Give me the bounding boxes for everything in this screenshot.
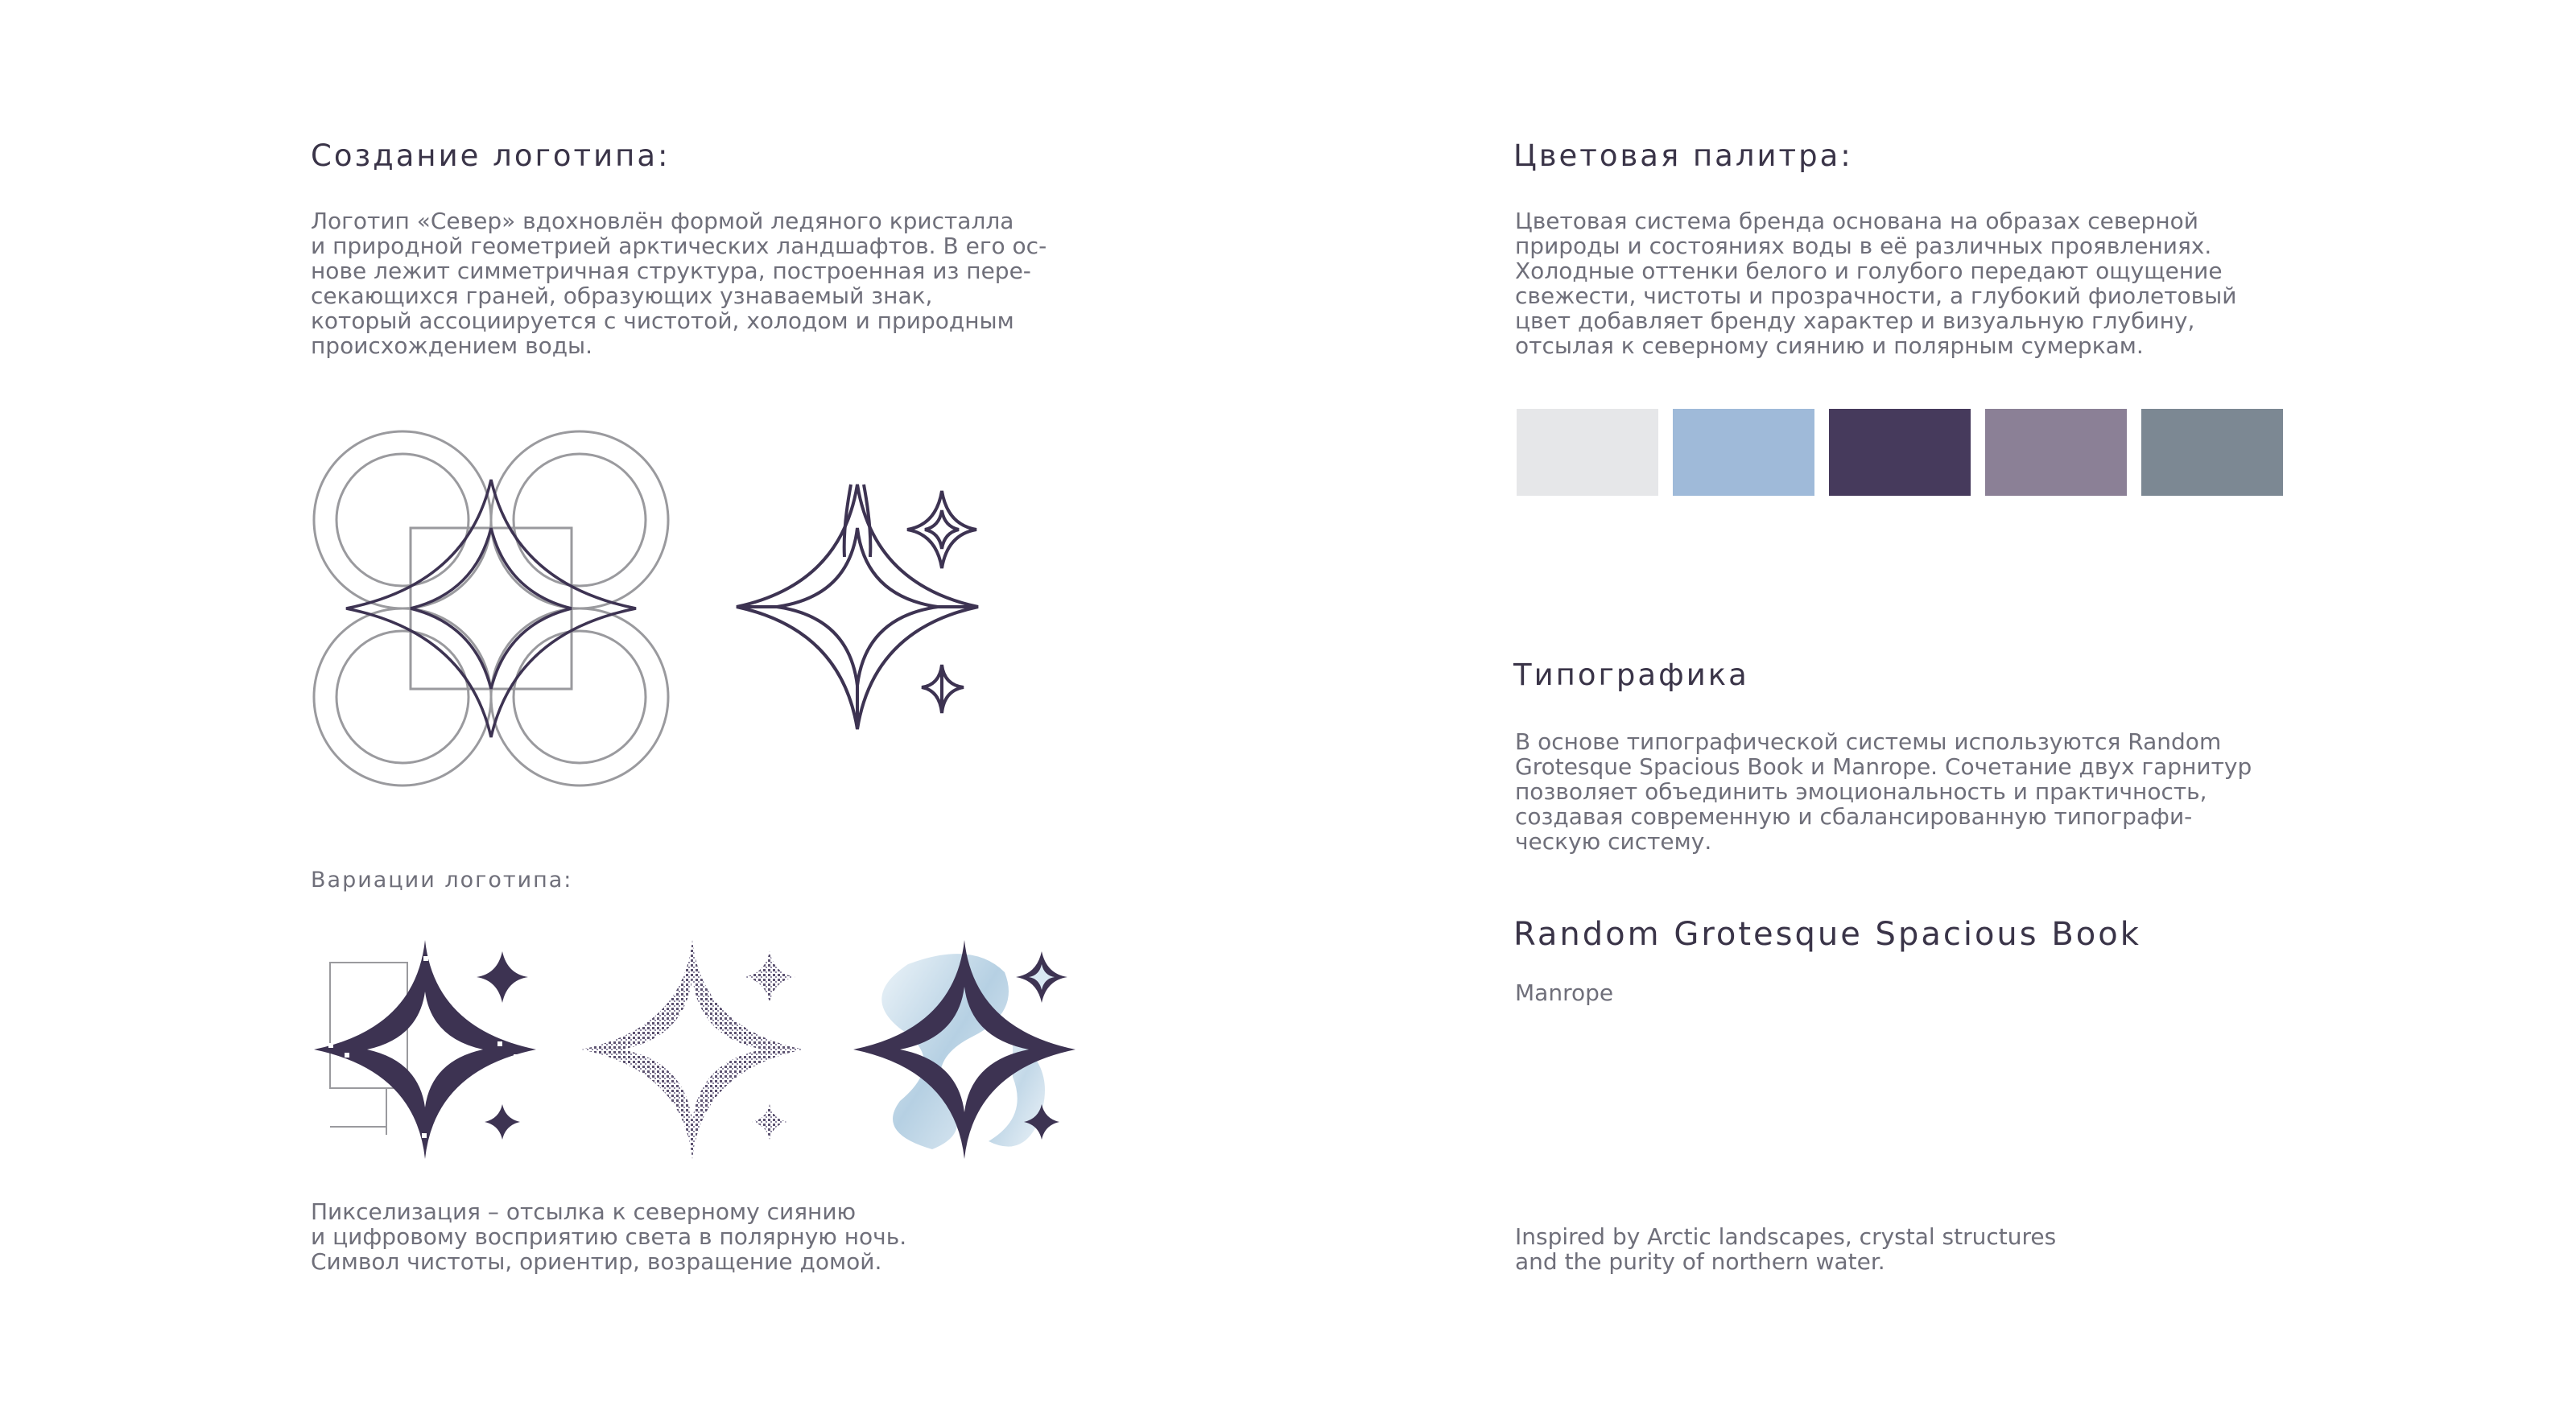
primary-font-sample: Random Grotesque Spacious Book xyxy=(1513,916,2141,953)
text-line: свежести, чистоты и прозрачности, а глубокий фиолетовый xyxy=(1515,282,2237,309)
aurora-logo-variant xyxy=(852,940,1085,1165)
text-line: нове лежит симметричная структура, построенная из пере- xyxy=(311,258,1031,284)
text-line: and the purity of northern water. xyxy=(1515,1248,1885,1275)
text-line: Пикселизация – отсылка к северному сиянию xyxy=(311,1198,857,1225)
text-line: природы и состояниях воды в её различных проявлениях. xyxy=(1515,233,2212,259)
variations-title: Вариации логотипа: xyxy=(311,868,573,893)
text-line: отсылая к северному сиянию и полярным сумеркам. xyxy=(1515,332,2144,359)
color-swatch-light-gray xyxy=(1517,409,1658,496)
text-line: создавая современную и сбалансированную типографи- xyxy=(1515,803,2193,830)
logo-description xyxy=(311,208,1046,358)
secondary-font-sample: Manrope xyxy=(1515,979,1614,1006)
text-line: Grotesque Spacious Book и Manrope. Сочетание двух гарнитур xyxy=(1515,753,2252,780)
palette-section-title: Цветовая палитра: xyxy=(1513,138,1853,173)
typography-description xyxy=(1515,729,2252,854)
text-line: Символ чистоты, ориентир, возращение домой. xyxy=(311,1248,882,1275)
text-line: В основе типографической системы используются Random xyxy=(1515,728,2222,755)
text-line: Inspired by Arctic landscapes, crystal structures xyxy=(1515,1223,2057,1250)
color-swatch-deep-violet xyxy=(1829,409,1971,496)
text-line: и природной геометрией арктических ландшафтов. В его ос- xyxy=(311,233,1047,259)
color-swatch-slate-gray xyxy=(2141,409,2283,496)
text-line: который ассоциируется с чистотой, холодом и природным xyxy=(311,307,1014,334)
logo-section-title: Создание логотипа: xyxy=(311,138,671,173)
color-swatch-ice-blue xyxy=(1673,409,1814,496)
text-line: Логотип «Север» вдохновлён формой ледяного кристалла xyxy=(311,208,1014,234)
text-line: цвет добавляет бренду характер и визуальную глубину, xyxy=(1515,307,2195,334)
text-line: и цифровому восприятию света в полярную ночь. xyxy=(311,1223,907,1250)
palette-description xyxy=(1515,208,2236,358)
text-line: происхождением воды. xyxy=(311,332,593,359)
pixelated-logo-variant xyxy=(312,940,546,1165)
typography-section-title: Типографика xyxy=(1513,658,1749,692)
color-swatch-muted-lilac xyxy=(1985,409,2127,496)
text-line: Цветовая система бренда основана на образах северной xyxy=(1515,208,2198,234)
text-line: ческую систему. xyxy=(1515,828,1712,855)
brand-logo-mark xyxy=(729,480,1002,737)
text-line: секающихся граней, образующих узнаваемый знак, xyxy=(311,282,933,309)
text-line: Холодные оттенки белого и голубого передают ощущение xyxy=(1515,258,2223,284)
logo-construction-grid xyxy=(314,431,676,786)
text-line: позволяет объединить эмоциональность и практичность, xyxy=(1515,778,2207,805)
dithered-logo-variant xyxy=(580,940,813,1165)
footer-tagline xyxy=(1515,1224,2056,1274)
variations-caption xyxy=(311,1199,906,1274)
